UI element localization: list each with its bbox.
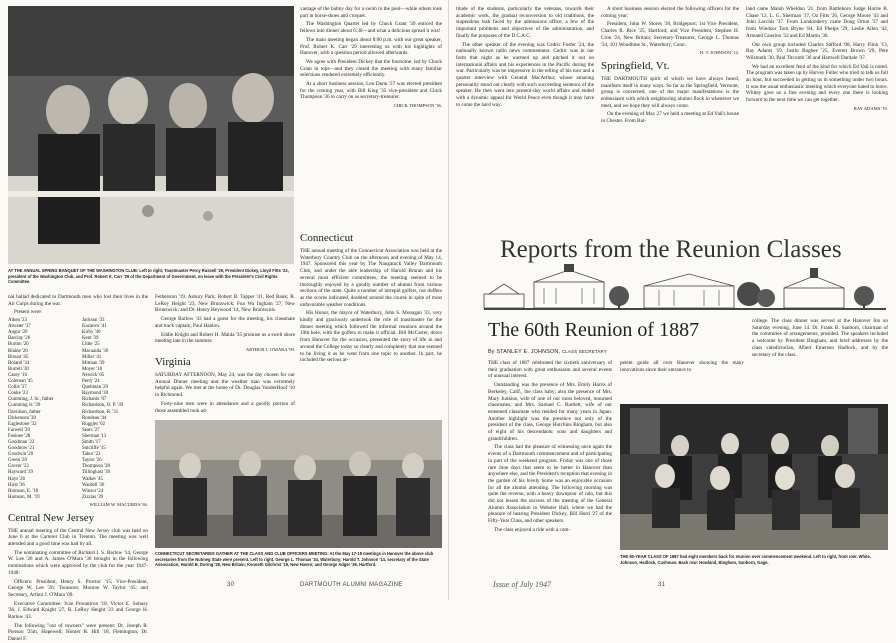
cnj-paragraph-1: THE annual meeting of the Central New Jersey club was held on June 6 at the Carteret Club in Trenton. The meeting was well attended and a good time was had by all.	[8, 527, 148, 548]
attendee-name: Quebman '29	[82, 385, 109, 391]
left-column-b	[155, 294, 295, 354]
washington-continued	[300, 6, 442, 226]
article-byline	[488, 349, 607, 355]
left-page-number: 30	[227, 582, 235, 588]
connecticut-continued-paragraph-2: The other speaker of the evening was Cedric Foster '24, the nationally known radio news commentator. Cedric was in our form that night as he warmed up and pitched it out on international affairs and his experiences in the Pacific during the war. Particularly was he impressive in the telling of his tour and a quarter interview with General MacArthur, whose amazing personality stood out clearly with such succeeding sentence of the speaker. He then went into present-day world affairs and ended with a dynamic appeal for World Peace even though it may have to come the hard way.	[456, 41, 594, 108]
attendee-name: Perry '24	[82, 379, 100, 385]
attendee-name: Blount '45	[8, 354, 29, 360]
virginia-paragraph-2: Forty-nine men were in attendance and a goodly portion of those assembled took ad-	[155, 400, 295, 414]
attendee-name: Newick '05	[82, 372, 105, 378]
attendee-name: Sears '27	[82, 427, 100, 433]
attendee-name: Goodnow '21	[8, 446, 35, 452]
attendee-name: Sutcliffe '15	[82, 446, 106, 452]
issue-label: Issue of July 1947	[493, 580, 551, 589]
attendee-name: Humson, E. '18	[8, 488, 39, 494]
attendee-name: Dickenson '30	[8, 415, 36, 421]
attendee-name: Cumming, J. Sr., father	[8, 397, 54, 403]
class-of-1887-photo	[620, 404, 888, 550]
virginia-paragraph-1: SATURDAY AFTERNOON, May 24, was the day chosen for our Annual Dinner meeting and the weather man was extremely helpful again. We met at the home of Dr. Douglas VanderHoof '10 in Richmond.	[155, 372, 295, 399]
attendee-name: Ruggles '02	[82, 421, 106, 427]
reunion-col2-paragraph: petent guide all over Hanover showing the many innovations since their entrance to	[620, 360, 744, 373]
byline-role: CLASS SECRETARY	[561, 349, 607, 354]
attendee-name: Jackson '33	[82, 318, 105, 324]
virginia-section	[155, 356, 295, 416]
connecticut-paragraph-2: His Honor, the mayor of Waterbury, John S. Monagan '33, very kindly and graciously undertook the role of toastmaster for the dinner meeting which followed the informal reunions around the 19th hole, with the golfers to make it official. Bill McCarter, down from Hanover for the occasion, presented the story of life in and around the College today so clearly and completely that one seemed to be living it as he went from one topic to another. In part, he included the serious at-	[300, 310, 442, 364]
attendee-name: Eaglestone '32	[8, 421, 37, 427]
right-page-number: 31	[658, 582, 666, 588]
spread-gutter	[448, 0, 449, 600]
washington-paragraph-3: The main meeting began about 8:00 p.m. with our great speaker, Prof. Robert K. Carr '29 interesting us with his highlights of Hanover, with a question period allowed afterwards.	[300, 36, 442, 57]
attendee-name: Taylor '26	[82, 458, 102, 464]
attendee-name: Augur '20	[8, 330, 28, 336]
attendee-name: Kent '39	[82, 336, 99, 342]
section-title-virginia: Virginia	[155, 356, 191, 368]
attendee-name: Hayward '39	[8, 470, 33, 476]
attendee-name: Collis '37	[8, 385, 27, 391]
attendee-name: Richardson, O. P. '39	[82, 403, 124, 409]
attendee-name: Barclay '26	[8, 336, 31, 342]
reunion-column-3	[752, 318, 888, 402]
attendee-name: Winsor '24	[82, 488, 104, 494]
attendee-name: Boland '34	[8, 360, 30, 366]
attendee-name: Richards '07	[82, 397, 107, 403]
reunion-column-1	[488, 360, 612, 578]
washington-paragraph-4: We agree with President Dickey that the foursome: led by Chuck Grant in tops—and they closed the meeting with many familiar selections rendered extremely efficiently.	[300, 58, 442, 79]
springfield-paragraph-2: On the evening of May 27 we held a meeting at Ed Vail's house in Chester. From Rut-	[601, 111, 739, 125]
springfield-signature: RAY ADAMS '19.	[853, 105, 888, 111]
attendee-name: Casey '16	[8, 372, 27, 378]
attendee-name: Raymond '30	[82, 391, 109, 397]
attendee-name: Goodwin '20	[8, 452, 34, 458]
col-b-mid-signature: ARTHUR J. O'MARA '09.	[245, 346, 295, 352]
springfield-continued-paragraph-3: We had an excellent feed of the kind for which Ed Vail is noted. The program was taken up by Harvey Fuller who tried to talk us full an hour, but succeeded in getting us in something under two hours. It was the usual enthusiastic meeting which everyone hated to leave. Whitey gave us a fine evening and every one there is looking forward to the next time we can get together.	[746, 63, 888, 104]
attendee-name: Sherman '13	[82, 433, 107, 439]
class-of-1887-photo-caption: THE 60-YEAR CLASS OF 1887 had eight members back for reunion over commencement weekend. Left to right, front row: White, Johnson, Hadlock, Cushman. Back row: Howland, Bingham, Sanborn, Gage.	[620, 554, 871, 565]
attendee-name: Goodman '22	[8, 439, 35, 445]
attendee-name: Moyer '18	[82, 366, 103, 372]
washington-club-photo-caption: AT THE ANNUAL SPRING BANQUET OF THE WASHINGTON CLUB: Left to right, Toastmaster Percy Russell '29, President Dickey, Lloyd Fitts '22, president of the Washington Club, and Prof. Robert K. Carr '29 of the Department of Government, on leave with the President's Civil Rights Committee.	[8, 268, 289, 284]
left-column-a	[8, 294, 148, 643]
washington-paragraph-1: vantage of the balmy day for a swim in the pool—while others took part in horse-shoes and croquet.	[300, 6, 442, 19]
reunion-paragraph-4: The class enjoyed a ride with a com-	[494, 526, 571, 533]
attendee-name: Rondeau '44	[82, 415, 107, 421]
attendee-name: Hays '26	[8, 476, 26, 482]
attendee-name: Blaine '20	[8, 348, 28, 354]
col-b-mid-paragraph-2: George Barlow '43 had a guest for the meeting, his classmate and track captain, Paul Hanlon.	[155, 316, 295, 329]
washington-signature: CHICK THOMPSON '36.	[393, 103, 442, 109]
attendee-name: Tabor '23	[82, 452, 101, 458]
attendee-name: Coleman '45	[8, 379, 33, 385]
attendee-names-right	[82, 318, 148, 501]
campus-illustration-banner	[484, 264, 886, 318]
right-column-e	[746, 6, 888, 226]
attendee-name: Grover '23	[8, 464, 29, 470]
reunion-column-2	[620, 360, 744, 400]
reunion-paragraph-2: Outstanding was the presence of Mrs. Emily Harris of Berkeley, Calif., the class baby; also the presence of Mrs. Mary Junkins, wife of one of our most beloved, mourned classmates, and Mrs. Samuel C. Bartlett, wife of our esteemed classmate who resided for many years in Japan. Another highlight was the presence not only of the president of the class, George Hutchins Bingham, but also of eight of his descendants: sons and daughters and grandchildren.	[488, 382, 612, 442]
attendee-name: Humson, M. '19	[8, 494, 40, 500]
cnj-paragraph-4: Executive Committee: Ivan Prountiron '18, Victor E. Sobusy '36, J. Edward Knight '27, R. LeRoy Height '23 and George H. Barlow '43.	[8, 600, 148, 621]
washington-club-banquet-photo	[8, 6, 294, 264]
section-title-central-new-jersey: Central New Jersey	[8, 511, 95, 524]
springfield-continued-paragraph-1: land came Marsh Wheldon '21, from Battleboro Judge Harrie B. Chase '12, L. G. Sherman '17, Oz Fitts '26, George Moore '43 and John Lacchis '37. From Londonderry came Doug Orton '37 and from Windsor Tom Bryne '84, Ed Phelps '29, Leslie Allen '42, Armand Guerino '32 and Ed Martin '36.	[746, 6, 888, 39]
attendee-name: Aiken '23	[8, 318, 27, 324]
attendee-name: Cumming Jr. '39	[8, 403, 41, 409]
attendee-name: Thompson '28	[82, 464, 110, 470]
reunion-paragraph-3: The class had the pleasure of witnessing once again the events of a Dartmouth commencement and of participating in part of the weekend program. Friday was one of those rare June days that seem to be better in Hanover than anywhere else, and the President's reception that evening in the garden of his lovely home was an enjoyable occasion for all the alumni attending. The following morning was quite the reverse, with a heavy downpour of rain, but this did not lessen the success of the meeting of the General Alumni Association in Webster Hall, where we had the pleasure of hearing President Dickey, Bill Hurd '27 of the Fifty-Year Class, and other speakers.	[488, 444, 612, 525]
col-b-mid-paragraph-1: Fetherston '19, Asbury Park; Robert B. Tapper '41, Red Bank; R. LeRoy Height '23, New Brunswick; Fun Wa Ingham '27, New Brunswick; and Dr. Henry Heywood '14, New Brunswick.	[155, 294, 295, 314]
officers-intro: A short business session elected the following officers for the coming year:	[601, 6, 739, 19]
byline-name: By STANLEY E. JOHNSON,	[488, 349, 561, 355]
attendee-name: Zizzias '39	[82, 494, 104, 500]
connecticut-secretaries-photo	[155, 420, 442, 548]
attendee-name: Kazarow '41	[82, 324, 107, 330]
cnj-paragraph-5: The following "out of towners" were present: Dr. Joseph R. Pierson '25m, Hopewell; Homer B. Hill '18, Flemington; Dr. Daniel F.	[8, 622, 148, 643]
cnj-paragraph-3: Officers: President, Henry S. Proctor '15; Vice-President, George W. Lee '26; Treasurer, Monroe W. Taylor '45; and Secretary, Arthur J. O'Mara '09.	[8, 578, 148, 598]
connecticut-paragraph-1: THE annual meeting of the Connecticut Association was held at the Waterbury Country Club on the afternoon and evening of May 14, 1947. Sponsored this year by The Naugatuck Valley Dartmouth Club, and under the able leadership of Harold Bruran and his several most efficient committees, the meeting seemed to be thoroughly enjoyed by a goodly number of alumni from various sections of the state. Quite a number of intrepid golfers, not duffers as the scores indicated, doubled around the course in spite of most unfavorable weather conditions.	[300, 248, 442, 308]
washington-paragraph-2: The Washington Quartet led by Chuck Grant '39 enticed the fellows into dinner about 6:30—and what a delicious spread it was!	[300, 21, 442, 35]
section-title-springfield: Springfield, Vt.	[601, 59, 670, 72]
col-b-mid-paragraph-3: Eddie Knight and Robert H. Maida '35 promise us a swell shore meeting late in the summer.	[155, 331, 295, 345]
attendee-name: Cooke '23	[8, 391, 28, 397]
reunion-article-title: The 60th Reunion of 1887	[488, 319, 700, 341]
attendee-name: Green '20	[8, 458, 27, 464]
springfield-continued-paragraph-2: Our own group included Charles Safford '08, Harry Flinn '13, Ray Adams '19, Justin Bugbee '25, Everett Brown '29, Pete Wilsmuth '30, Paul Titcomb '36 and Hartwell Dardale '37.	[746, 41, 888, 61]
attendee-name: Kirby '40	[82, 330, 101, 336]
attendee-name: Tillinghast '30	[82, 470, 111, 476]
attendee-name: Farwell '20	[8, 427, 30, 433]
right-column-c	[456, 6, 594, 226]
section-title-connecticut: Connecticut	[300, 232, 354, 244]
cnj-paragraph-2: The nominating committee of Richard J. S. Barlow '14, George W. Lee '26 and A. James O'Mara '36 brought in the following nominations which were approved by the club for the year 1947-1948:	[8, 549, 148, 576]
connecticut-photo-caption: CONNECTICUT SECRETARIES GATHER AT THE CLASS AND CLUB OFFICERS MEETING: At the May 17-18 meetings in Hanover the above club secretaries from the Nutmeg State were present. Left to right, George L. Thomas '34, Waterbury; Harold T. Johnson '14, secretary of the State Association; Harold B. Doring '29, New Britain; Kenneth Gilchrist '19, New Haven; and George Adger '26, Hartford.	[155, 551, 434, 567]
attendee-name: Hirst '36	[8, 482, 25, 488]
connecticut-section	[300, 232, 442, 418]
springfield-paragraph-1: THE DARTMOUTH spirit of which we have always heard, manifests itself in many ways. So far as the Springfield, Vermont, group is concerned, one of the major manifestations is the enthusiasm with which neighboring alumni flock in whenever we meet, and we hope they will always come.	[601, 75, 739, 109]
attendee-name: Burrell '30	[8, 366, 29, 372]
attendee-name: Atwater '37	[8, 324, 31, 330]
officers-list: President, John W. Stores '18, Bridgeport; 1st Vice President, Charles R. Rice '25, Hartford; and Vice President, Stephen H. Cron '24, New Britain; Secretary-Treasurer, George L. Thomas '34, 101 Woodbine St., Waterbury, Conn.	[601, 21, 739, 48]
present-label: Present were:	[14, 309, 43, 316]
magazine-name: DARTMOUTH ALUMNI MAGAZINE	[300, 582, 403, 588]
attendee-name: Davidson, father	[8, 409, 41, 415]
connecticut-continued-paragraph-1: titude of the students, particularly the veterans, towards their academic work, the gradual reconversion to old traditions, the stupendous task faced by the admissions office, a few of the important problems and objectives of the administration, and finally the purposes of the D.C.A.C.	[456, 6, 594, 39]
names-signature: WILLIAM W. MACURDA '36.	[89, 501, 148, 507]
attendee-names-grid	[8, 318, 148, 501]
attendee-name: Macuaida '36	[82, 348, 109, 354]
attendee-name: Walker '45	[82, 476, 103, 482]
reunion-paragraph-1: THE class of 1887 celebrated the sixtieth anniversary of their graduation with great enthusiasm and several events of unusual interest.	[488, 360, 612, 380]
attendee-name: Smith '17	[82, 439, 101, 445]
connecticut-signature: H. T. JOHNSON '14.	[700, 50, 739, 56]
reunion-col3-paragraph: college. The class dinner was served at the Hanover Inn on Saturday evening, June 14. Dr. Frank B. Sanborn, chairman of the committee of arrangements, presided. The speakers included a welcome by President Bingham, and brief addresses by the class valedictorian, Albert Emerson Hadlock, and by the secretary of the class.	[752, 318, 888, 358]
attendee-name: Burton '20	[8, 342, 29, 348]
right-column-d	[601, 6, 739, 226]
reunion-classes-banner-title: Reports from the Reunion Classes	[500, 236, 842, 263]
washington-paragraph-5: At a short business session, Len Dunn '27 was elected president for the coming year, with Bill King '35 vice-president and Chick Thompson '36 to carry on as secretary-treasurer.	[300, 81, 442, 101]
attendee-name: Little '25	[82, 342, 100, 348]
attendee-name: Richardson, R. '31	[82, 409, 119, 415]
attendee-name: Wardell '36	[82, 482, 105, 488]
attendee-name: Mitman '39	[82, 360, 105, 366]
attendee-name: Fusinee '28	[8, 433, 31, 439]
attendee-name: Miller '41	[82, 354, 102, 360]
col-a-intro: nal ballad dedicated to Dartmouth men who lost their lives in the Air Corps during the war.	[8, 294, 148, 307]
attendee-names-left	[8, 318, 74, 501]
